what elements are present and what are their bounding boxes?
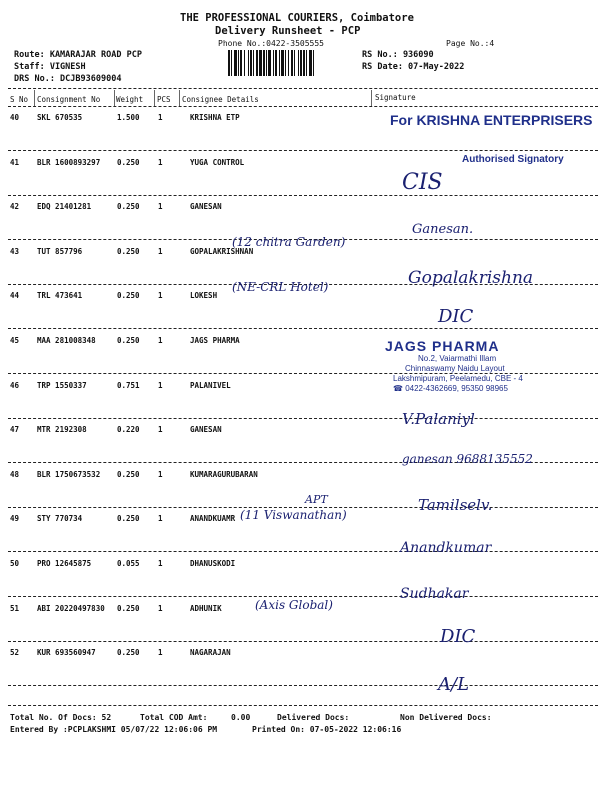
row-pcs: 1 <box>158 425 163 435</box>
barcode-bar <box>298 50 299 76</box>
row-consignment: TRL 473641 <box>37 291 83 301</box>
barcode-bar <box>231 50 232 76</box>
barcode-bar <box>248 50 249 76</box>
barcode-bar <box>253 50 254 76</box>
col-consignment: Consignment No <box>37 95 101 104</box>
row-separator <box>8 685 598 686</box>
row-pcs: 1 <box>158 246 163 256</box>
row-consignment: KUR 693560947 <box>37 648 96 658</box>
row-weight: 0.250 <box>117 246 140 256</box>
row-consignee: KRISHNA ETP <box>190 113 240 122</box>
signature-43: Gopalakrishna <box>408 268 534 288</box>
row-weight: 0.751 <box>117 380 140 390</box>
barcode-bar <box>309 50 312 76</box>
handwritten-note: (12 chitra Garden) <box>232 235 346 249</box>
barcode-bar <box>300 50 302 76</box>
barcode-bar <box>294 50 295 76</box>
signature-44: DIC <box>438 306 474 327</box>
footer-rule <box>8 705 598 706</box>
row-consignment: MAA 281008348 <box>37 336 96 345</box>
row-consignee: PALANIVEL <box>190 380 231 390</box>
row-weight: 0.250 <box>117 202 140 212</box>
row-sno: 48 <box>10 469 20 479</box>
row-separator <box>8 328 598 329</box>
row-weight: 0.055 <box>117 559 140 568</box>
row-separator <box>8 551 598 552</box>
row-consignee: DHANUSKODI <box>190 559 236 568</box>
barcode-bar <box>263 50 265 76</box>
row-consignment: BLR 1600893297 <box>37 157 101 167</box>
col-divider <box>179 90 180 106</box>
row-sno: 46 <box>10 380 20 390</box>
row-pcs: 1 <box>158 559 163 568</box>
barcode-bar <box>259 50 262 76</box>
header-top-rule <box>8 88 598 89</box>
barcode-bar <box>256 50 258 76</box>
signature-50: Sudhakar <box>400 586 469 602</box>
row-pcs: 1 <box>158 157 163 167</box>
col-divider <box>114 90 115 106</box>
barcode-bar <box>228 50 230 76</box>
col-weight: Weight <box>116 95 144 104</box>
row-sno: 42 <box>10 202 20 212</box>
barcode-bar <box>275 50 277 76</box>
row-consignment: SKL 670535 <box>37 113 83 122</box>
row-consignee: JAGS PHARMA <box>190 336 240 345</box>
handwritten-note: APT <box>305 493 328 506</box>
row-sno: 51 <box>10 603 20 613</box>
page-number: Page No.:4 <box>446 39 495 48</box>
signature-42: Ganesan. <box>412 222 474 237</box>
signature-47: ganesan 9688135552 <box>402 452 533 466</box>
company-title: THE PROFESSIONAL COURIERS, Coimbatore <box>180 12 414 24</box>
row-pcs: 1 <box>158 514 163 524</box>
total-docs: Total No. Of Docs: 52 <box>10 713 112 722</box>
signature-48: Tamilselv. <box>418 496 493 514</box>
row-consignee: LOKESH <box>190 291 218 301</box>
barcode-bar <box>279 50 280 76</box>
signature-46: V.Palaniyl <box>402 410 475 428</box>
drs-number: DRS No.: DCJB93609004 <box>14 74 122 84</box>
document-title: Delivery Runsheet - PCP <box>215 25 361 37</box>
col-details: Consignee Details <box>182 95 259 104</box>
row-pcs: 1 <box>158 380 163 390</box>
rs-date: RS Date: 07-May-2022 <box>362 62 465 72</box>
row-pcs: 1 <box>158 469 163 479</box>
row-weight: 0.250 <box>117 291 140 301</box>
barcode-bar <box>268 50 271 76</box>
row-consignment: BLR 1750673532 <box>37 469 101 479</box>
rs-number: RS No.: 936090 <box>362 50 434 60</box>
col-divider <box>34 90 35 106</box>
col-divider <box>371 90 372 106</box>
row-separator <box>8 418 598 419</box>
stamp-phone: ☎ 0422-4362669, 95350 98965 <box>393 384 508 393</box>
barcode-bar <box>288 50 289 76</box>
row-sno: 49 <box>10 514 20 524</box>
total-cod-value: 0.00 <box>231 713 251 722</box>
row-sno: 41 <box>10 157 20 167</box>
row-consignment: MTR 2192308 <box>37 425 87 435</box>
row-pcs: 1 <box>158 202 163 212</box>
barcode-bar <box>266 50 267 76</box>
row-separator <box>8 150 598 151</box>
route: Route: KAMARAJAR ROAD PCP <box>14 50 142 60</box>
row-sno: 47 <box>10 425 20 435</box>
row-weight: 0.250 <box>117 514 140 524</box>
row-consignment: TUT 857796 <box>37 246 83 256</box>
col-sno: S No <box>10 95 29 104</box>
row-consignee: ANANDKUAMR <box>190 514 236 524</box>
barcode-bar <box>234 50 237 76</box>
entered-by: Entered By :PCPLAKSHMI 05/07/22 12:06:06 PM <box>10 725 218 734</box>
row-consignee: GANESAN <box>190 202 222 212</box>
row-pcs: 1 <box>158 113 163 122</box>
row-sno: 44 <box>10 291 20 301</box>
col-signature: Signature <box>375 93 416 102</box>
barcode <box>228 50 360 76</box>
stamp-line: Lakshmipuram, Peelamedu, CBE - 4 <box>393 374 523 383</box>
handwritten-note: (11 Viswanathan) <box>240 508 347 522</box>
row-sno: 52 <box>10 648 20 658</box>
barcode-bar <box>238 50 239 76</box>
barcode-bar <box>240 50 242 76</box>
row-weight: 0.220 <box>117 425 140 435</box>
stamp-line: Chinnaswamy Naidu Layout <box>405 364 505 373</box>
barcode-bar <box>285 50 286 76</box>
row-pcs: 1 <box>158 648 163 658</box>
printed-on: Printed On: 07-05-2022 12:06:16 <box>252 725 402 734</box>
row-weight: 0.250 <box>117 336 140 345</box>
row-pcs: 1 <box>158 291 163 301</box>
barcode-bar <box>291 50 293 76</box>
row-consignment: EDQ 21401281 <box>37 202 92 212</box>
row-sno: 40 <box>10 113 20 122</box>
row-consignee: KUMARAGURUBARAN <box>190 469 258 479</box>
staff: Staff: VIGNESH <box>14 62 86 72</box>
barcode-bar <box>313 50 314 76</box>
barcode-bar <box>306 50 307 76</box>
krishna-stamp: For KRISHNA ENTERPRISERS <box>390 112 593 128</box>
signature-52: A/L <box>438 674 470 695</box>
row-consignment: STY 770734 <box>37 514 83 524</box>
stamp-line: No.2, Vaiarmathi Illam <box>418 354 497 363</box>
row-sno: 45 <box>10 336 20 345</box>
signature-49: Anandkumar <box>400 540 492 556</box>
authorised-signatory-stamp: Authorised Signatory <box>462 154 564 165</box>
barcode-bar <box>244 50 245 76</box>
row-weight: 0.250 <box>117 603 140 613</box>
handwritten-note: (NE-CRL Hotel) <box>232 280 329 294</box>
row-weight: 0.250 <box>117 157 140 167</box>
row-consignment: PRO 12645875 <box>37 559 92 568</box>
row-consignee: GOPALAKRISHNAN <box>190 246 254 256</box>
col-divider <box>154 90 155 106</box>
total-cod-label: Total COD Amt: <box>140 713 208 722</box>
row-consignment: ABI 20220497830 <box>37 603 105 613</box>
row-consignee: ADHUNIK <box>190 603 222 613</box>
row-sno: 50 <box>10 559 20 568</box>
handwritten-note: (Axis Global) <box>255 598 333 612</box>
row-consignment: TRP 1550337 <box>37 380 87 390</box>
barcode-bar <box>250 50 252 76</box>
row-separator <box>8 596 598 597</box>
row-weight: 1.500 <box>117 113 140 122</box>
barcode-bar <box>281 50 284 76</box>
row-consignee: GANESAN <box>190 425 222 435</box>
row-separator <box>8 195 598 196</box>
row-sno: 43 <box>10 246 20 256</box>
header-bottom-rule <box>8 106 598 107</box>
col-pcs: PCS <box>157 95 171 104</box>
row-consignee: NAGARAJAN <box>190 648 231 658</box>
delivered-docs: Delivered Docs: <box>277 713 350 722</box>
signature-51: DIC <box>440 626 476 647</box>
jags-pharma-stamp: JAGS PHARMA <box>385 338 500 354</box>
barcode-bar <box>303 50 305 76</box>
signature-41: CIS <box>402 170 443 195</box>
non-delivered-docs: Non Delivered Docs: <box>400 713 492 722</box>
row-weight: 0.250 <box>117 469 140 479</box>
row-consignee: YUGA CONTROL <box>190 157 245 167</box>
row-separator <box>8 641 598 642</box>
row-pcs: 1 <box>158 336 163 345</box>
row-pcs: 1 <box>158 603 163 613</box>
phone-number: Phone No.:0422-3505555 <box>218 39 324 48</box>
row-weight: 0.250 <box>117 648 140 658</box>
barcode-bar <box>273 50 274 76</box>
